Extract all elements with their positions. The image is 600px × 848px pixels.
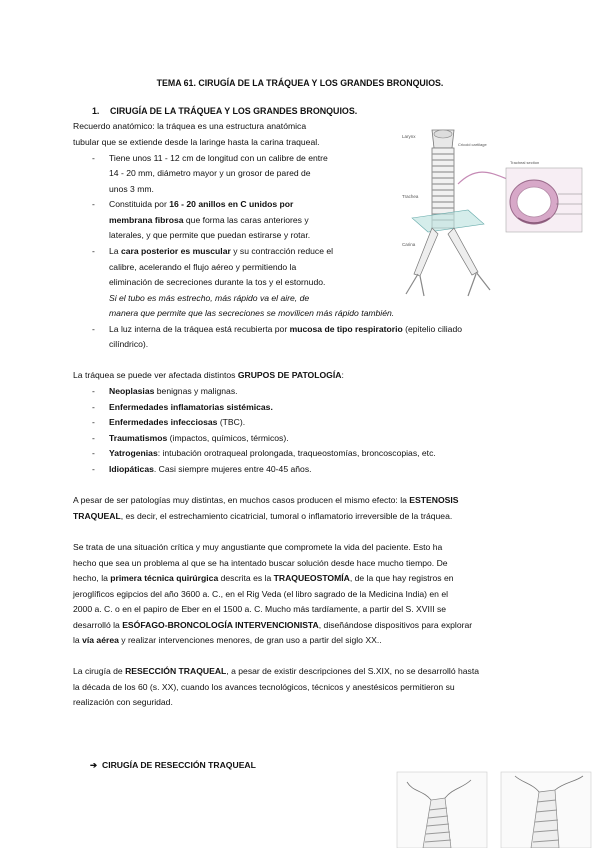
bullet-dash: - <box>92 153 95 163</box>
trachea-anatomy-figure <box>398 124 588 302</box>
pathology-item: Idiopáticas. Casi siempre mujeres entre 40-45 años. <box>109 464 312 474</box>
history-line-5: 2000 a. C. o en el papiro de Eber en el 1500 a. C. Mucho más tardíamente, a partir del S. XVIII se <box>73 604 447 614</box>
bullet-dash: - <box>92 386 95 396</box>
anatomy-bullet-3-line-1: La cara posterior es muscular y su contracción reduce el <box>109 246 334 256</box>
section-number: 1. <box>92 106 100 116</box>
label-cross-section: Tracheal section <box>510 160 540 165</box>
history-line-3: hecho, la primera técnica quirúrgica descrita es la TRAQUEOSTOMÍA, de la que hay registros en <box>73 573 454 583</box>
anatomy-bullet-1-line-3: unos 3 mm. <box>109 184 154 194</box>
bullet-dash: - <box>92 246 95 256</box>
history-line-2: hecho que sea un problema al que se ha intentado buscar solución desde hace mucho tiempo. De <box>73 558 448 568</box>
section-heading <box>92 104 357 120</box>
anatomy-bullet-1-line-1: Tiene unos 11 - 12 cm de longitud con un calibre de entre <box>109 153 328 163</box>
intro-line-2: tubular que se extiende desde la laringe hasta la carina traqueal. <box>73 137 320 147</box>
resection-line-1: La cirugía de RESECCIÓN TRAQUEAL, a pesar de existir descripciones del S.XIX, no se desarrolló hasta <box>73 666 480 676</box>
pathology-item: Traumatismos (impactos, químicos, térmicos). <box>109 433 289 443</box>
anatomy-bullet-1-line-2: 14 - 20 mm, diámetro mayor y un grosor de pared de <box>109 168 311 178</box>
history-line-7: la vía aérea y realizar intervenciones menores, de gran uso a partir del siglo XX.. <box>73 635 382 645</box>
page-title: TEMA 61. CIRUGÍA DE LA TRÁQUEA Y LOS GRANDES BRONQUIOS. <box>156 78 444 88</box>
label-carina: Carina <box>402 242 416 247</box>
stenosis-line-1: A pesar de ser patologías muy distintas, en muchos casos producen el mismo efecto: la ESTENOSIS <box>73 495 459 505</box>
history-line-4: jeroglíficos egipcios del año 3600 a. C., en el Rig Veda (el libro sagrado de la Medicina India) en el <box>73 589 449 599</box>
anatomy-bullet-3-line-3: eliminación de secreciones durante la tos y el estornudo. <box>109 277 326 287</box>
anatomy-bullet-2-line-1: Constituida por 16 - 20 anillos en C unidos por <box>109 199 294 209</box>
anatomy-bullet-3-line-2: calibre, acelerando el flujo aéreo y permitiendo la <box>109 262 297 272</box>
bullet-dash: - <box>92 402 95 412</box>
subsection-heading <box>90 758 256 774</box>
resection-line-3: realización con seguridad. <box>73 697 173 707</box>
pathology-item: Enfermedades inflamatorias sistémicas. <box>109 402 273 412</box>
subsection-heading-text: CIRUGÍA DE RESECCIÓN TRAQUEAL <box>101 760 256 770</box>
label-trachea: Trachea <box>402 194 419 199</box>
anatomy-bullet-2-line-3: laterales, y que permite que puedan estirarse y rotar. <box>109 230 311 240</box>
section-heading-text: CIRUGÍA DE LA TRÁQUEA Y LOS GRANDES BRONQUIOS. <box>110 106 358 116</box>
groups-intro: La tráquea se puede ver afectada distintos GRUPOS DE PATOLOGÍA: <box>73 370 344 380</box>
arrow-icon: ➔ <box>90 760 98 770</box>
label-larynx: Larynx <box>402 134 416 139</box>
bullet-dash: - <box>92 464 95 474</box>
resection-figures <box>393 770 593 848</box>
bullet-dash: - <box>92 324 95 334</box>
anatomy-bullet-3-italic-1: Si el tubo es más estrecho, más rápido va el aire, de <box>109 293 310 303</box>
anatomy-bullet-4-line-1: La luz interna de la tráquea está recubierta por mucosa de tipo respiratorio (epitelio ciliado <box>109 324 463 334</box>
anatomy-bullet-3-italic-2: manera que permite que las secreciones se movilicen más rápido también. <box>109 308 395 318</box>
anatomy-bullet-4-line-2: cilíndrico). <box>109 339 149 349</box>
bullet-dash: - <box>92 417 95 427</box>
pathology-item: Neoplasias benignas y malignas. <box>109 386 238 396</box>
history-line-6: desarrolló la ESÓFAGO-BRONCOLOGÍA INTERVENCIONISTA, diseñándose dispositivos para explorar <box>73 620 473 630</box>
history-line-1: Se trata de una situación crítica y muy angustiante que compromete la vida del paciente. Esto ha <box>73 542 443 552</box>
bullet-dash: - <box>92 433 95 443</box>
intro-line-1: Recuerdo anatómico: la tráquea es una estructura anatómica <box>73 121 307 131</box>
pathology-item: Yatrogenias: intubación orotraqueal prolongada, traqueostomías, broncoscopias, etc. <box>109 448 436 458</box>
resection-line-2: la década de los 60 (s. XX), cuando los avances tecnológicos, técnicos y anestésicos permitieron su <box>73 682 455 692</box>
bullet-dash: - <box>92 199 95 209</box>
anatomy-bullet-2-line-2: membrana fibrosa que forma las caras anteriores y <box>109 215 309 225</box>
bullet-dash: - <box>92 448 95 458</box>
pathology-item: Enfermedades infecciosas (TBC). <box>109 417 246 427</box>
label-cricoid: Cricoid cartilage <box>458 142 487 147</box>
stenosis-line-2: TRAQUEAL, es decir, el estrechamiento cicatricial, tumoral o inflamatorio irreversible de la tráquea. <box>73 511 453 521</box>
